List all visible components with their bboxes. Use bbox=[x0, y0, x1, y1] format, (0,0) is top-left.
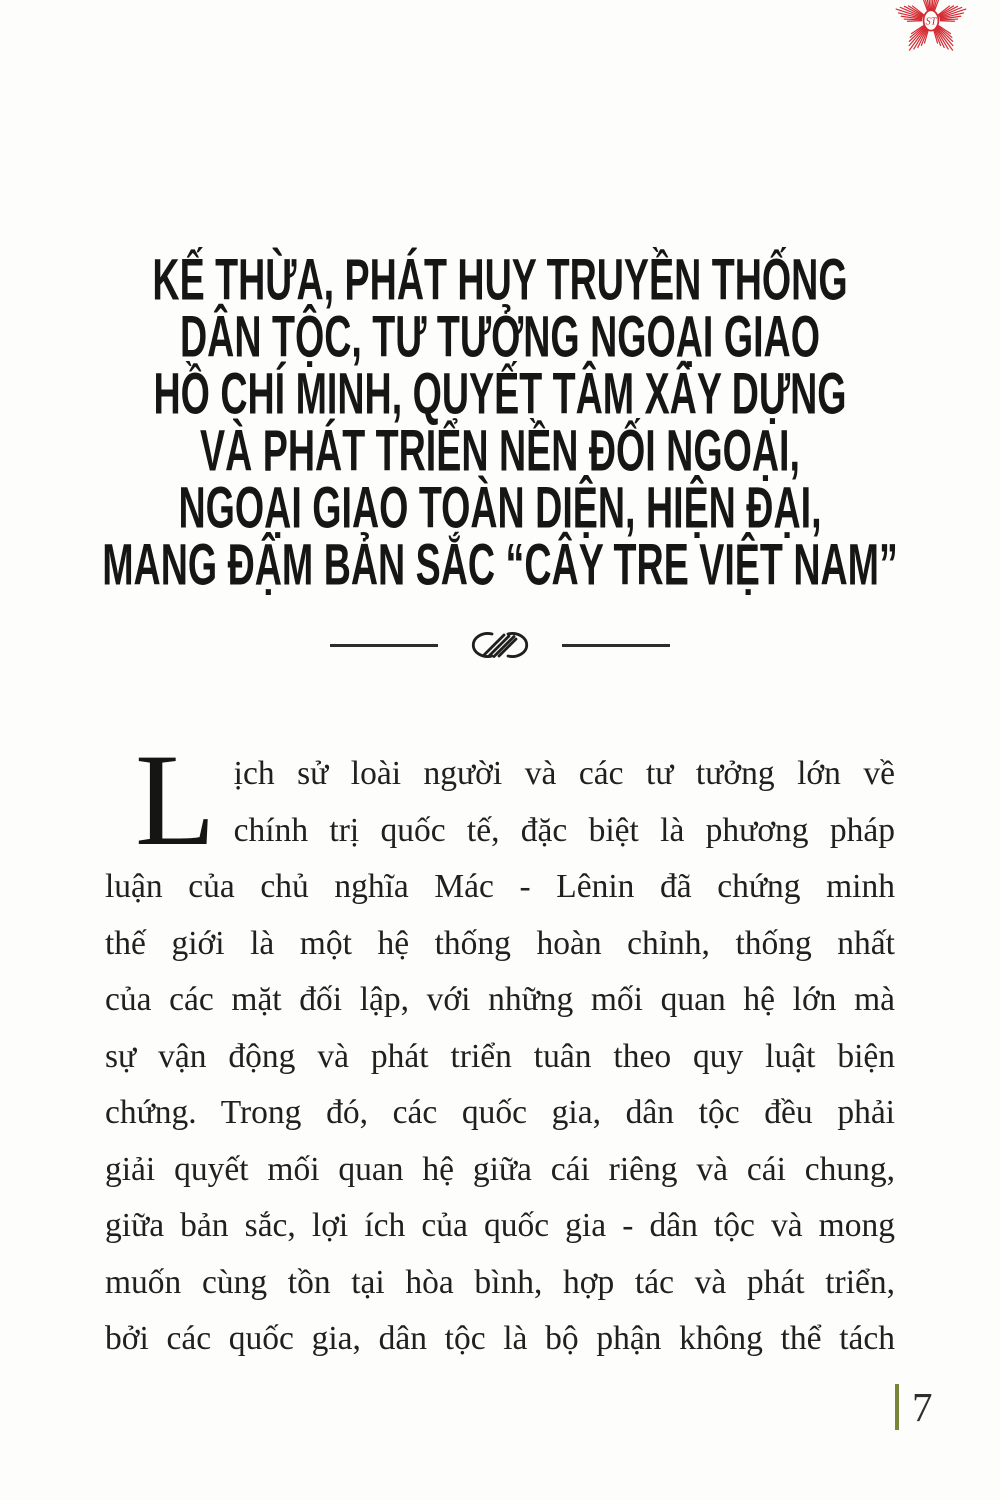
body-line: giải quyết mối quan hệ giữa cái riêng và cái chung, bbox=[105, 1150, 895, 1188]
divider-rule-right bbox=[562, 644, 670, 647]
calligraphic-swirl-icon bbox=[452, 625, 548, 665]
body-line: chứng. Trong đó, các quốc gia, dân tộc đều phải bbox=[105, 1094, 895, 1131]
divider-rule-left bbox=[330, 644, 438, 647]
chapter-title bbox=[0, 247, 1000, 598]
page-number: 7 bbox=[912, 1384, 933, 1430]
drop-cap: L bbox=[135, 726, 216, 873]
chapter-title-line: DÂN TỘC, TƯ TƯỞNG NGOẠI GIAO bbox=[180, 304, 820, 370]
body-line: của các mặt đối lập, với những mối quan hệ lớn mà bbox=[105, 981, 895, 1018]
body-paragraph bbox=[105, 726, 895, 1368]
section-divider bbox=[0, 622, 1000, 668]
chapter-title-line: HỒ CHÍ MINH, QUYẾT TÂM XÂY DỰNG bbox=[153, 361, 847, 427]
body-line: chính trị quốc tế, đặc biệt là phương pháp bbox=[233, 811, 895, 849]
publisher-star-logo-icon bbox=[892, 0, 970, 60]
chapter-title-line: MANG ĐẬM BẢN SẮC “CÂY TRE VIỆT NAM” bbox=[102, 532, 898, 598]
body-line: ịch sử loài người và các tư tưởng lớn về bbox=[233, 755, 895, 792]
page-number-rule bbox=[895, 1384, 899, 1430]
body-line: giữa bản sắc, lợi ích của quốc gia - dân tộc và mong bbox=[105, 1207, 895, 1244]
chapter-title-line: KẾ THỪA, PHÁT HUY TRUYỀN THỐNG bbox=[152, 247, 848, 313]
chapter-title-line: NGOẠI GIAO TOÀN DIỆN, HIỆN ĐẠI, bbox=[178, 475, 822, 541]
body-line: luận của chủ nghĩa Mác - Lênin đã chứng minh bbox=[105, 868, 895, 905]
body-line: bởi các quốc gia, dân tộc là bộ phận không thể tách bbox=[105, 1320, 895, 1357]
body-line: sự vận động và phát triển tuân theo quy luật biện bbox=[105, 1037, 895, 1075]
chapter-title-line: VÀ PHÁT TRIỂN NỀN ĐỐI NGOẠI, bbox=[200, 418, 800, 484]
body-line: muốn cùng tồn tại hòa bình, hợp tác và phát triển, bbox=[105, 1263, 895, 1301]
publisher-monogram: ST bbox=[925, 16, 937, 28]
body-line: thế giới là một hệ thống hoàn chỉnh, thống nhất bbox=[105, 924, 895, 962]
